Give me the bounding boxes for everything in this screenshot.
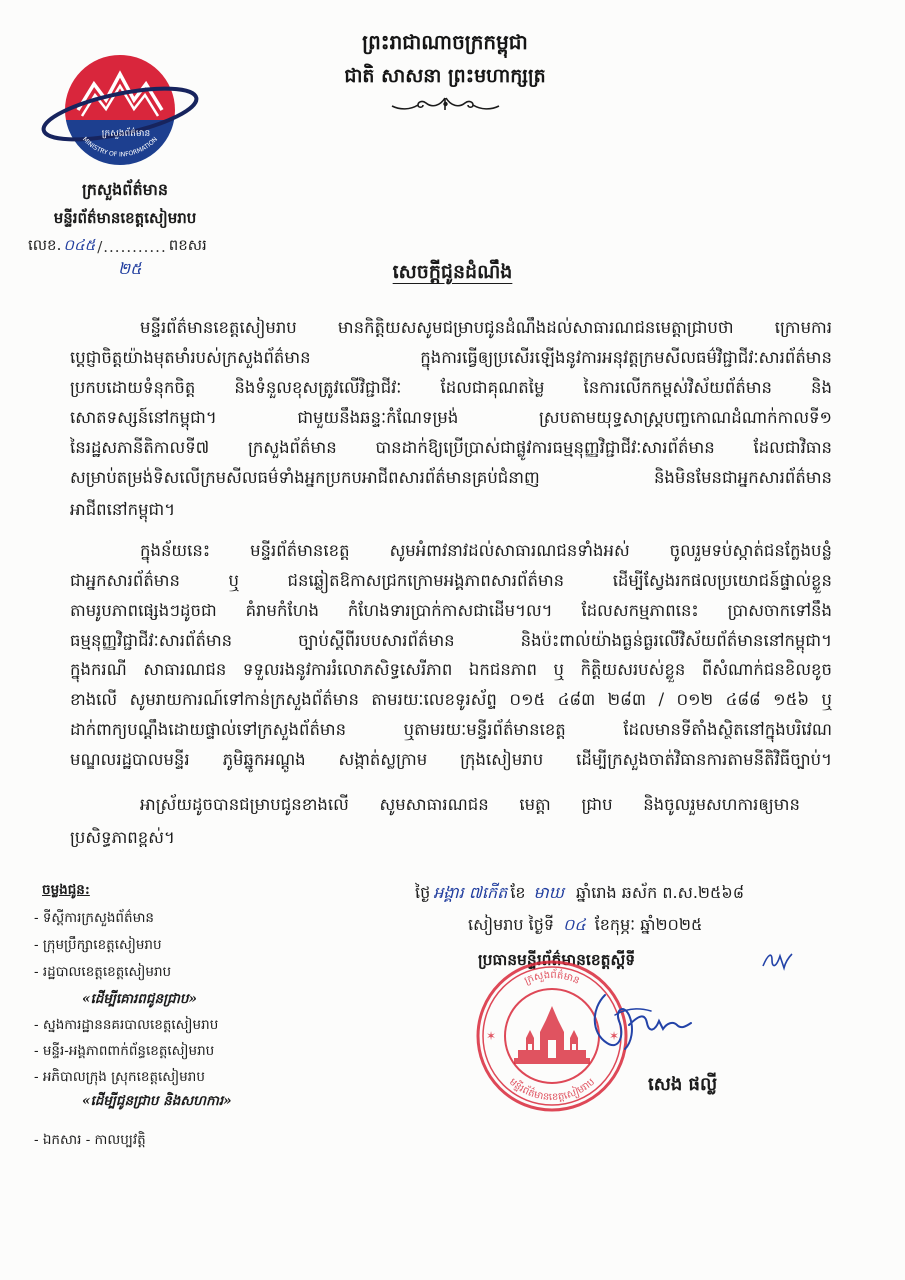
sender-department: មន្ទីរព័ត៌មានខេត្តសៀមរាប (53, 209, 197, 227)
paragraph-2-line: តាមរូបភាពផ្សេងៗដូចជា គំរាមកំហែង កំហែងទារប្រាក់កាសជាដើម។ល។ ដែលសកម្មភាពនេះ ប្រាសចាកទៅនឹង (70, 601, 832, 620)
lunar-year: ឆ្នាំរោង ឆស័ក ព.ស.២៥៦៨ (576, 883, 745, 902)
reference-separator: /........... (97, 238, 167, 256)
lunar-day-label: ថ្ងៃ (415, 883, 431, 902)
place-day-label: សៀមរាប ថ្ងៃទី (468, 915, 555, 934)
signer-name: សេង ផល្លី (648, 1074, 718, 1095)
stamp-bottom-text: មន្ទីរព័ត៌មានខេត្តសៀមរាប (506, 1076, 598, 1104)
stamp-top-text: ក្រសួងព័ត៌មាន (522, 969, 582, 987)
paragraph-1-line: ប្តេជ្ញាចិត្តយ៉ាងមុតមាំរបស់ក្រសួងព័ត៌មាន ក្នុងការធ្វើឲ្យប្រសើរឡើងនូវការអនុវត្តក្រមសីលធម៌វិជ្ជាជីវៈសារព័ត៌មាន (70, 348, 832, 367)
paragraph-2-line: មណ្ឌលរដ្ឋបាលមន្ទីរ ភូមិឆ្នូកអណ្តូង សង្កាត់ស្លក្រាម ក្រុងសៀមរាប ដើម្បីក្រសួងចាត់វិធានការតាមនីតិវិធីច្បាប់។ (70, 750, 832, 769)
notice-title: សេចក្តីជូនដំណឹង (392, 261, 513, 283)
cc-note: «ដើម្បីគោរពជូនជ្រាប» (82, 991, 197, 1007)
lunar-day-value: អង្គារ ៧កើត (430, 878, 510, 908)
national-motto: ជាតិ សាសនា ព្រះមហាក្សត្រ (344, 65, 546, 87)
paragraph-1-line: ប្រកបដោយទំនុកចិត្ត និងទំនួលខុសត្រូវលើវិជ្ជាជីវៈ ដែលជាគុណតម្លៃ នៃការលើកកម្ពស់វិស័យព័ត៌មាន និង (70, 378, 832, 397)
lunar-month-label: ខែ (510, 883, 526, 902)
cc-note: «ដើម្បីជូនជ្រាប និងសហការ» (82, 1093, 232, 1109)
logo-khmer-text: ក្រសួងព័ត៌មាន (101, 129, 151, 139)
paragraph-1-line: សោតទស្សន៍នៅកម្ពុជា។ ជាមួយនឹងឆន្ទៈកំណែទម្រង់ ស្របតាមយុទ្ធសាស្ត្របញ្ចកោណដំណាក់កាលទី១ (70, 408, 832, 427)
cc-recipient: - មន្ទីរ-អង្គភាពពាក់ព័ន្ធខេត្តសៀមរាប (34, 1043, 215, 1059)
svg-text:✶: ✶ (609, 1029, 620, 1043)
reference-handwritten-year: ២៥ (118, 259, 142, 278)
cc-recipient: - ស្នងការដ្ឋាននគរបាលខេត្តសៀមរាប (34, 1017, 219, 1033)
sender-ministry: ក្រសួងព័ត៌មាន (81, 180, 168, 199)
lunar-month-value: មាឃ (526, 878, 572, 908)
ministry-logo (40, 48, 200, 178)
solar-date-line (468, 910, 808, 940)
paragraph-2-line: ធម្មនុញ្ញវិជ្ជាជីវៈសារព័ត៌មាន ច្បាប់ស្តីពីរបបសារព័ត៌មាន និងប៉ះពាល់យ៉ាងធ្ងន់ធ្ងរលើវិស័យព័ត៌មាននៅកម្ពុជា។ (70, 631, 832, 650)
kingdom-heading: ព្រះរាជាណាចក្រកម្ពុជា (362, 30, 528, 54)
day-value: ០៤ (557, 910, 592, 940)
paragraph-2-line: ក្នុងករណី សាធារណជន ទទួលរងនូវការរំលោភសិទ្ធសេរីភាព ឯកជនភាព ឬ កិត្តិយសរបស់ខ្លួន ពីសំណាក់ជនខិលខូច (70, 660, 832, 679)
paragraph-1-line: មន្ទីរព័ត៌មានខេត្តសៀមរាប មានកិត្តិយសសូមជម្រាបជូនដំណឹងដល់សាធារណជនមេត្តាជ្រាបថា ក្រោមការ (140, 318, 832, 337)
paragraph-1-line: នៃរដ្ឋសភានីតិកាលទី៧ ក្រសួងព័ត៌មាន បានដាក់ឱ្យប្រើប្រាស់ជាផ្លូវការធម្មនុញ្ញវិជ្ជាជីវៈសារព័ត៌មាន ដែលជាវិធាន (70, 438, 832, 457)
cc-recipient: - រដ្ឋបាលខេត្តខេត្តសៀមរាប (34, 964, 172, 980)
ornament-divider (388, 94, 503, 114)
reference-suffix: ពខសរ (168, 236, 207, 254)
svg-text:✶: ✶ (486, 1029, 497, 1043)
cc-heading: ចម្លងជូន: (42, 882, 90, 898)
cc-recipient: - អភិបាលក្រុង ស្រុកខេត្តសៀមរាប (34, 1069, 205, 1085)
cc-archive: - ឯកសារ - កាលប្បវត្តិ (34, 1132, 146, 1148)
cc-recipient: - ក្រុមប្រឹក្សាខេត្តសៀមរាប (34, 937, 162, 953)
reference-label: លេខ. (28, 236, 62, 254)
paragraph-3-line: អាស្រ័យដូចបានជម្រាបជូនខាងលើ សូមសាធារណជន មេត្តា ជ្រាប និងចូលរួមសហការឲ្យមាន (140, 795, 800, 814)
signer-title: ប្រធានមន្ទីរព័ត៌មានខេត្តស្តីទី (478, 950, 636, 969)
paragraph-1-line: សម្រាប់តម្រង់ទិសលើក្រមសីលធម៌ទាំងអ្នកប្រកបអាជីពសារព័ត៌មានគ្រប់ជំនាញ និងមិនមែនជាអ្នកសារព័ត៌មាន (70, 468, 832, 487)
logo-english-text: MINISTRY OF INFORMATION (80, 135, 160, 159)
cc-recipient: - ទីស្តីការក្រសួងព័ត៌មាន (34, 910, 154, 926)
paragraph-2-line: ខាងលើ សូមរាយការណ៍ទៅកាន់ក្រសួងព័ត៌មាន តាមរយៈលេខទូរស័ព្ទ ០១៥ ៤៨៣ ២៨៣ / ០១២ ៤៨៨ ១៥៦ ឬ (70, 690, 832, 709)
paragraph-2-line: ក្នុងន័យនេះ មន្ទីរព័ត៌មានខេត្ត សូមអំពាវនាវដល់សាធារណជនទាំងអស់ ចូលរួមទប់ស្កាត់ជនក្លែងបន្លំ (140, 541, 832, 560)
month-year: ខែកុម្ភៈ ឆ្នាំ២០២៥ (594, 915, 703, 934)
paragraph-2-line: ជាអ្នកសារព័ត៌មាន ឬ ជនឆ្លៀតឱកាសជ្រកក្រោមអង្គភាពសារព័ត៌មាន ដើម្បីស្វែងរកផលប្រយោជន៍ផ្ទាល់ខ្លួន (70, 571, 832, 590)
initials-scribble (760, 948, 794, 974)
paragraph-1-line: អាជីពនៅកម្ពុជា។ (70, 500, 176, 519)
reference-handwritten-number: ០៤៥ (63, 236, 96, 254)
signature (585, 985, 695, 1057)
lunar-date-line (415, 878, 815, 908)
paragraph-3-line: ប្រសិទ្ធភាពខ្ពស់។ (70, 828, 175, 847)
paragraph-2-line: ដាក់ពាក្យបណ្តឹងដោយផ្ទាល់ទៅក្រសួងព័ត៌មាន ឬតាមរយៈមន្ទីរព័ត៌មានខេត្ត ដែលមានទីតាំងស្ថិតនៅក្នុងបរិវេណ (70, 720, 832, 739)
